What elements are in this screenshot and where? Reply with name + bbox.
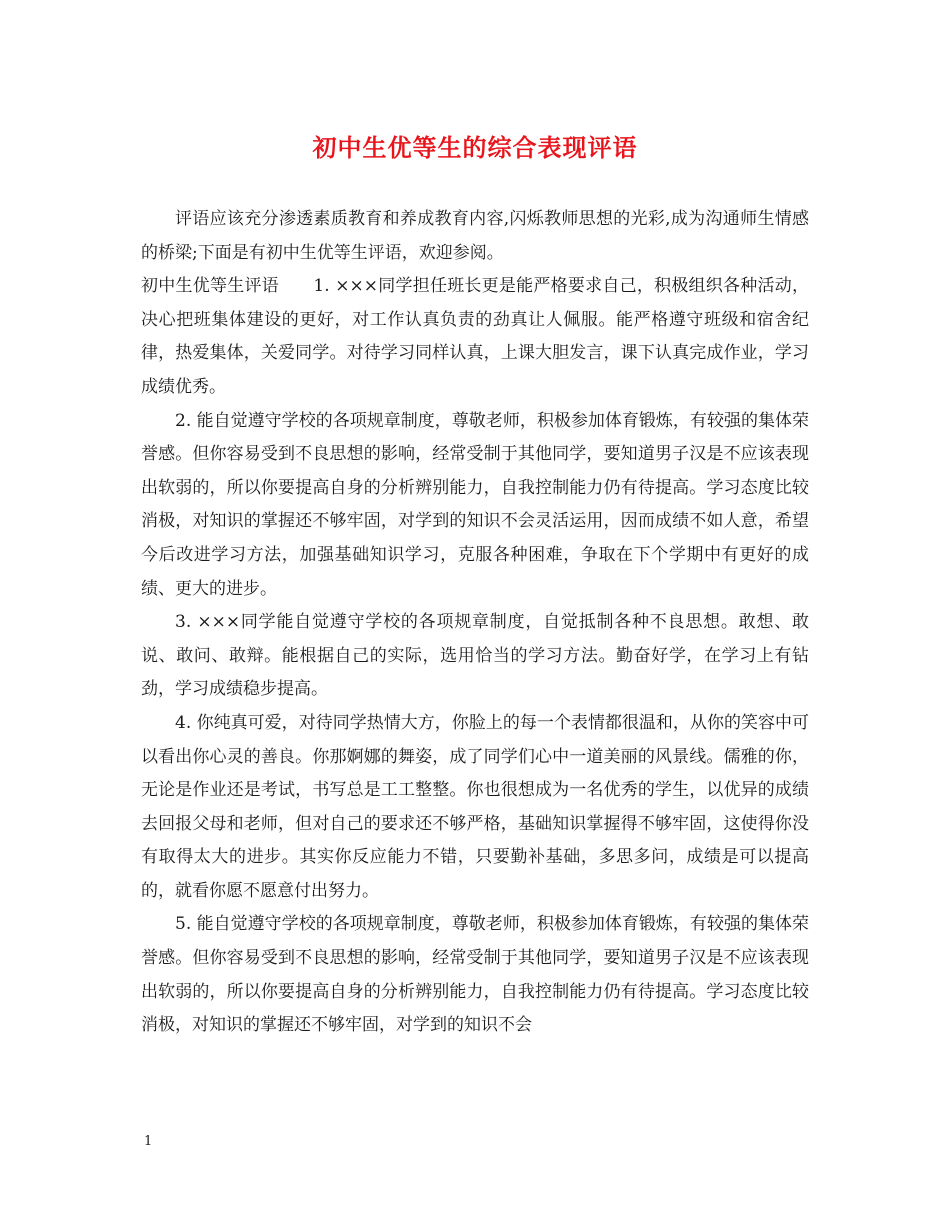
comment-paragraph-4: 4. 你纯真可爱，对待同学热情大方，你脸上的每一个表情都很温和，从你的笑容中可以看出你心灵的善良。你那婀娜的舞姿，成了同学们心中一道美丽的风景线。儒雅的你，无论是作业还是考试，书写总是工工整整。你也很想成为一名优秀的学生，以优异的成绩去回报父母和老师，但对自己的要求还不够严格，基础知识掌握得不够牢固，这使得你没有取得太大的进步。其实你反应能力不错，只要勤补基础，多思多问，成绩是可以提高的，就看你愿不愿意付出努力。 (141, 712, 809, 901)
intro-paragraph: 评语应该充分渗透素质教育和养成教育内容,闪烁教师思想的光彩,成为沟通师生情感的桥梁;下面是有初中生优等生评语，欢迎参阅。 (141, 209, 809, 263)
comment-paragraph-5: 5. 能自觉遵守学校的各项规章制度，尊敬老师，积极参加体育锻炼，有较强的集体荣誉感。但你容易受到不良思想的影响，经常受制于其他同学，要知道男子汉是不应该表现出软弱的，所以你要提高自身的分析辨别能力，自我控制能力仍有待提高。学习态度比较消极，对知识的掌握还不够牢固，对学到的知识不会 (141, 914, 809, 1036)
document-title: 初中生优等生的综合表现评语 (312, 133, 638, 162)
comment-paragraph-1: 初中生优等生评语 1. ×××同学担任班长更是能严格要求自己，积极组织各种活动，决心把班集体建设的更好，对工作认真负责的劲真让人佩服。能严格遵守班级和宿舍纪律，热爱集体，关爱同学。对待学习同样认真，上课大胆发言，课下认真完成作业，学习成绩优秀。 (141, 276, 809, 397)
document-body (141, 203, 809, 1043)
page-number: 1 (144, 1134, 153, 1149)
comment-paragraph-2: 2. 能自觉遵守学校的各项规章制度，尊敬老师，积极参加体育锻炼，有较强的集体荣誉感。但你容易受到不良思想的影响，经常受制于其他同学，要知道男子汉是不应该表现出软弱的，所以你要提高自身的分析辨别能力，自我控制能力仍有待提高。学习态度比较消极，对知识的掌握还不够牢固，对学到的知识不会灵活运用，因而成绩不如人意，希望今后改进学习方法，加强基础知识学习，克服各种困难，争取在下个学期中有更好的成绩、更大的进步。 (141, 410, 809, 599)
comment-paragraph-3: 3. ×××同学能自觉遵守学校的各项规章制度，自觉抵制各种不良思想。敢想、敢说、敢问、敢辩。能根据自己的实际，选用恰当的学习方法。勤奋好学，在学习上有钻劲，学习成绩稳步提高。 (141, 612, 809, 700)
